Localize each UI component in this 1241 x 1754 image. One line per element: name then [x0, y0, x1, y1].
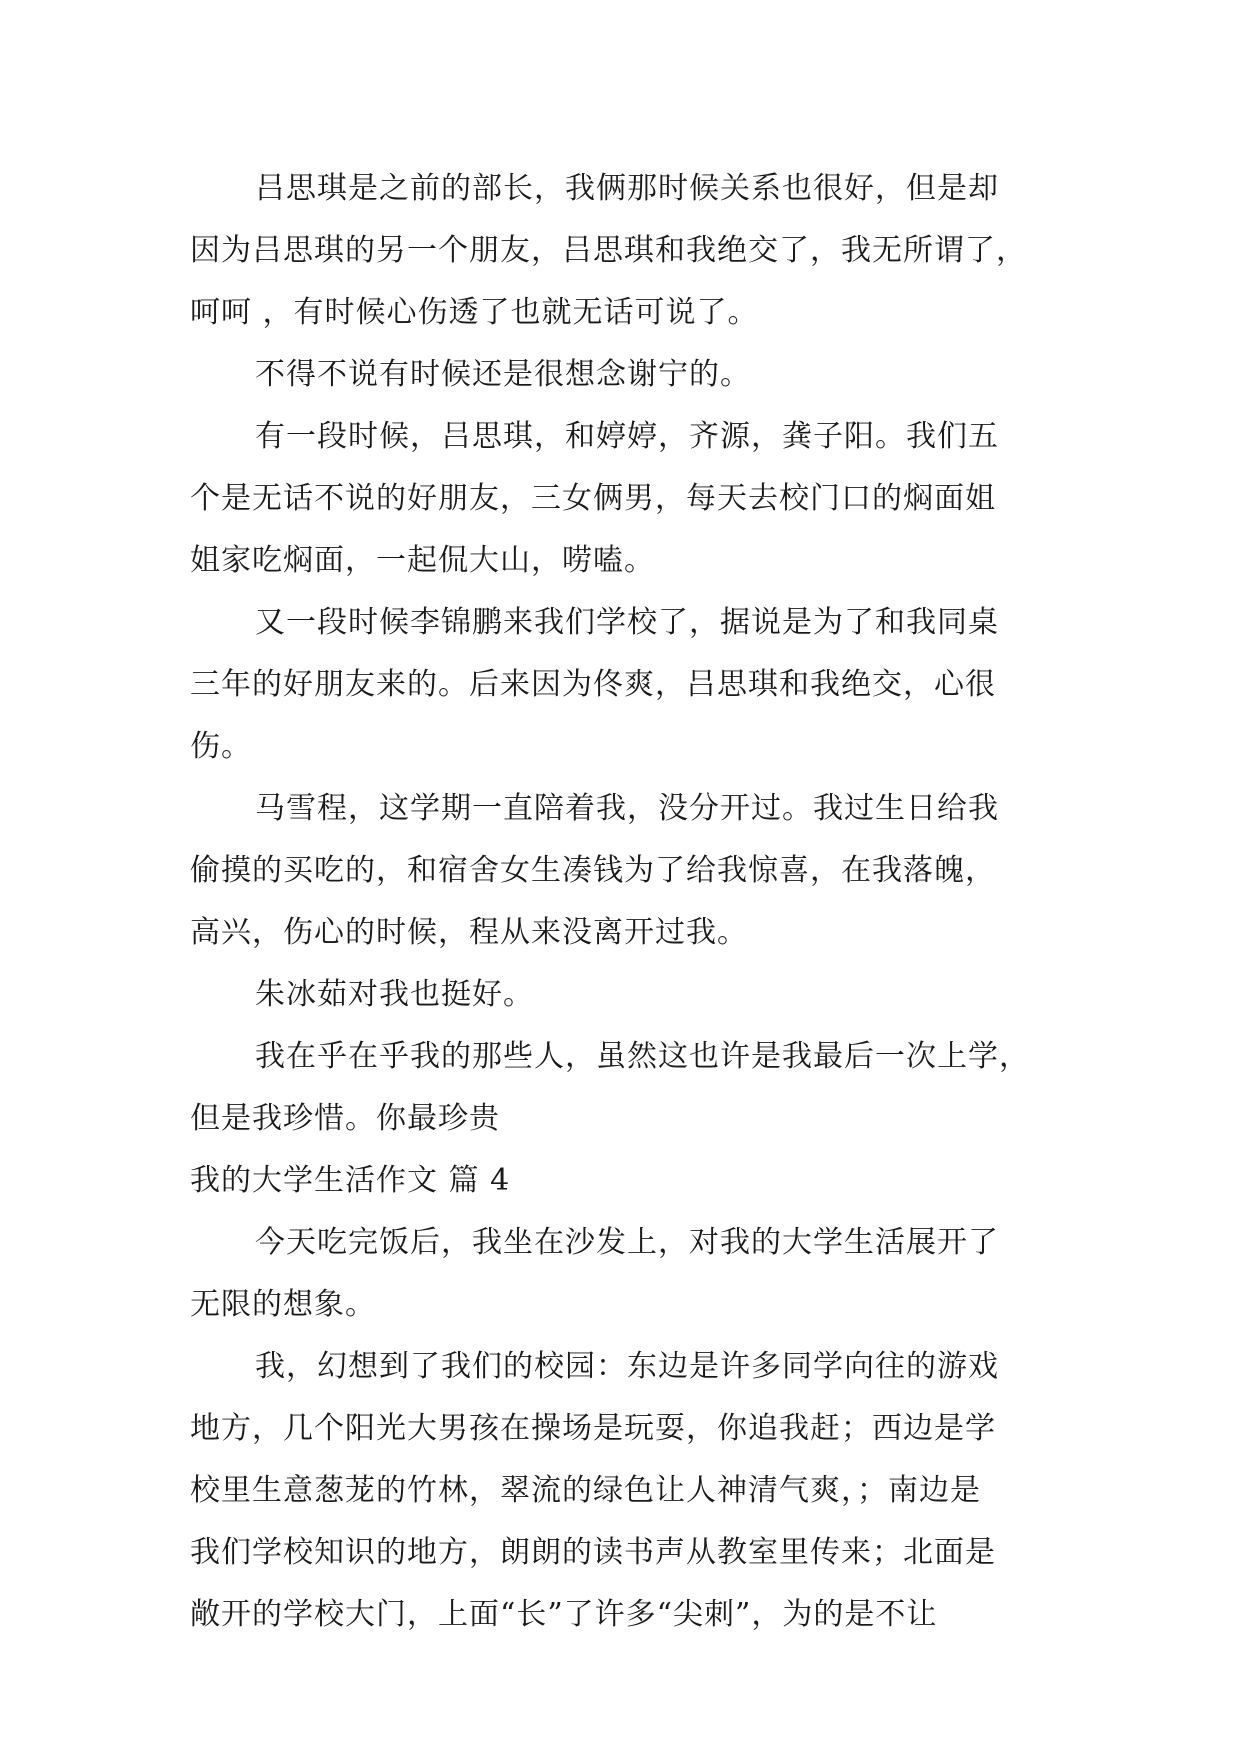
text-line: 无限的想象。	[190, 1287, 376, 1322]
text-line: 我们学校知识的地方，朗朗的读书声从教室里传来；北面是	[190, 1535, 996, 1570]
text-line: 高兴，伤心的时候，程从来没离开过我。	[190, 915, 748, 950]
document-body	[190, 158, 1050, 1646]
text-line: 不得不说有时候还是很想念谢宁的。	[255, 357, 751, 392]
text-line: 三年的好朋友来的。后来因为佟爽，吕思琪和我绝交，心很	[190, 667, 996, 702]
section-heading: 我的大学生活作文 篇 4	[190, 1163, 511, 1198]
text-line: 但是我珍惜。你最珍贵	[190, 1101, 500, 1136]
text-line: 地方，几个阳光大男孩在操场是玩耍，你追我赶；西边是学	[190, 1411, 996, 1446]
text-line: 因为吕思琪的另一个朋友，吕思琪和我绝交了，我无所谓了，	[190, 233, 1027, 268]
text-line: 吕思琪是之前的部长，我俩那时候关系也很好，但是却	[255, 171, 999, 206]
text-line: 又一段时候李锦鹏来我们学校了，据说是为了和我同桌	[255, 605, 999, 640]
text-line: 有一段时候，吕思琪，和婷婷，齐源，龚子阳。我们五	[255, 419, 999, 454]
text-line: 马雪程，这学期一直陪着我，没分开过。我过生日给我	[255, 791, 999, 826]
text-line: 偷摸的买吃的，和宿舍女生凑钱为了给我惊喜，在我落魄，	[190, 853, 996, 888]
text-line: 敞开的学校大门，上面“长”了许多“尖刺”，为的是不让	[190, 1597, 938, 1632]
text-line: 今天吃完饭后，我坐在沙发上，对我的大学生活展开了	[255, 1225, 999, 1260]
text-line: 伤。	[190, 729, 252, 764]
text-line: 校里生意葱茏的竹林，翠流的绿色让人神清气爽，；南边是	[190, 1473, 981, 1508]
text-line: 姐家吃焖面，一起侃大山，唠嗑。	[190, 543, 655, 578]
text-line: 朱冰茹对我也挺好。	[255, 977, 534, 1012]
text-line: 我在乎在乎我的那些人，虽然这也许是我最后一次上学，	[255, 1039, 1030, 1074]
text-line: 我，幻想到了我们的校园：东边是许多同学向往的游戏	[255, 1349, 999, 1384]
text-line: 呵呵 ，有时候心伤透了也就无话可说了。	[190, 295, 759, 330]
text-line: 个是无话不说的好朋友，三女俩男，每天去校门口的焖面姐	[190, 481, 996, 516]
